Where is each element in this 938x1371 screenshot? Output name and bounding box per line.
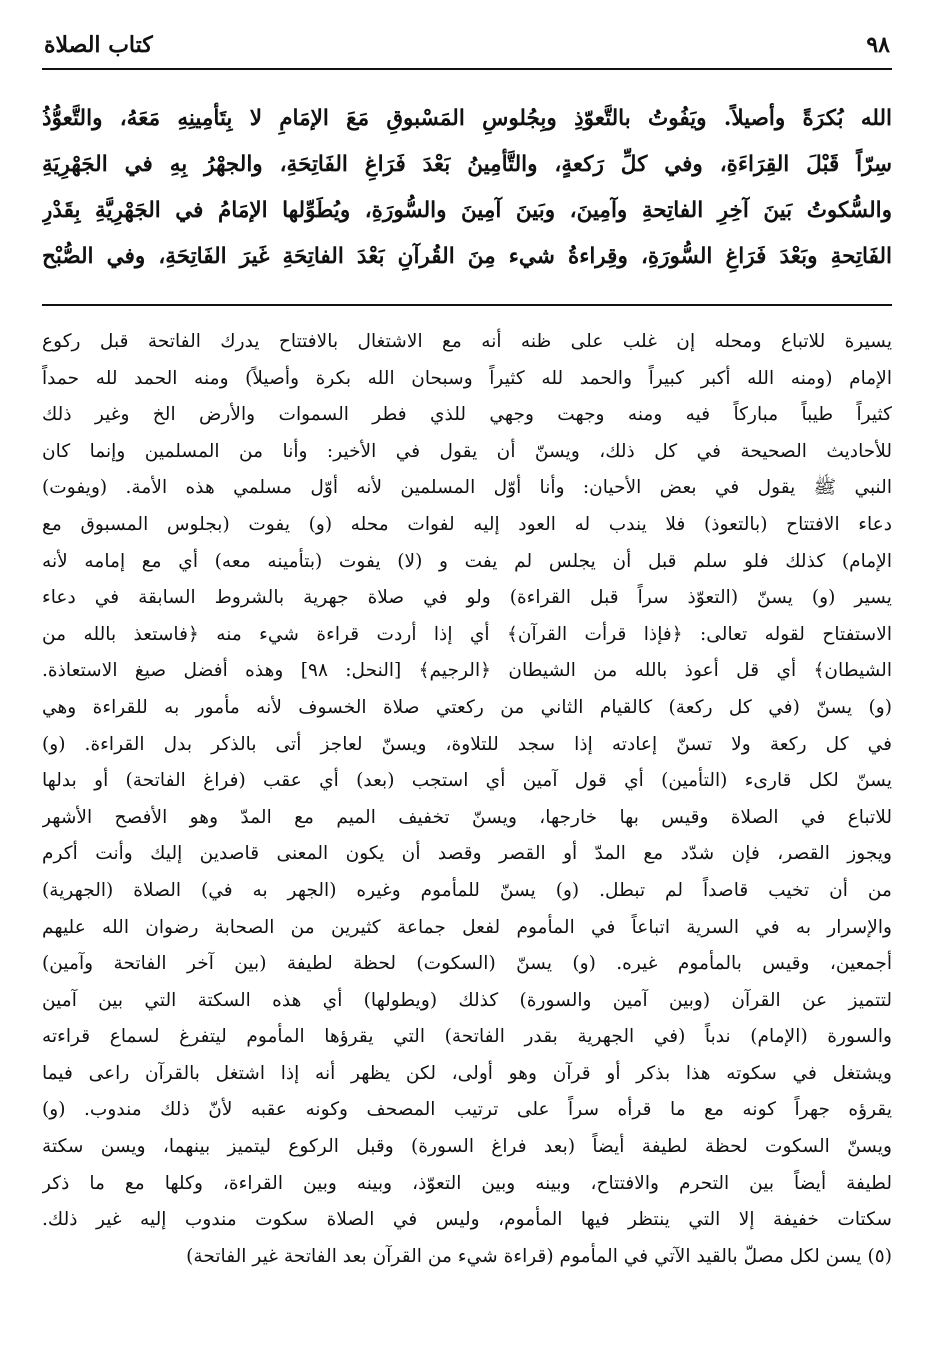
sharh-line: الإمام) كذلك فلو سلم قبل أن يجلس لم يفت و (لا) يفوت (بتأمينه معه) أي مع إمامه لأنه bbox=[42, 550, 892, 572]
sharh-line: ويجوز القصر، فإن شدّد مع المدّ أو القصر وقصد أن يكون المعنى قاصدين إليك وأنت أكرم bbox=[42, 843, 892, 865]
sharh-line: ويشتغل في سكوته هذا بذكر أو قرآن وهو أولى، لكن يظهر أنه إذا اشتغل بالقرآن راعى فيما bbox=[42, 1062, 892, 1084]
matn-line: الله بُكرَةً وأصيلاً. ويَفُوتُ بالتَّعوّذِ وبِجُلوسِ المَسْبوقِ مَعَ الإمَامِ لا بِتَأمِينِهِ مَعَهُ، والتَّعوُّذُ bbox=[42, 106, 892, 131]
sharh-line: لتتميز عن القرآن (وبين آمين والسورة) كذلك (ويطولها) أي هذه السكتة التي بين آمين bbox=[42, 989, 892, 1011]
sharh-line: والإسرار به في السرية اتباعاً في المأموم لفعل جماعة كثيرين من الصحابة رضوان الله عليهم bbox=[42, 916, 892, 938]
sharh-line: أجمعين، وقيس بالمأموم غيره. (و) يسنّ (السكوت) لحظة لطيفة (بين آخر الفاتحة وآمين) bbox=[42, 953, 892, 975]
sharh-line: الاستفتاح لقوله تعالى: ﴿فإذا قرأت القرآن﴾ أي إذا أردت قراءة شيء منه ﴿فاستعذ بالله من bbox=[42, 623, 892, 645]
sharh-line: لطيفة أيضاً بين التحرم والافتتاح، وبينه وبين التعوّذ، وبينه وبين القراءة، وكلها مع ما ذكر bbox=[42, 1172, 892, 1194]
section-divider bbox=[42, 304, 892, 306]
sharh-line: للأحاديث الصحيحة في كل ذلك، ويسنّ أن يقول في الأخير: وأنا من المسلمين وإنما كان bbox=[42, 440, 892, 462]
book-title: كتاب الصلاة bbox=[44, 32, 153, 58]
sharh-line: كثيراً طيباً مباركاً فيه ومنه وجهت وجهي للذي فطر السموات والأرض الخ وغير ذلك bbox=[42, 404, 892, 426]
sharh-line: الشيطان﴾ أي قل أعوذ بالله من الشيطان ﴿الرجيم﴾ [النحل: ٩٨] وهذه أفضل صيغ الاستعاذة. bbox=[42, 660, 892, 682]
sharh-line: (٥) يسن لكل مصلّ بالقيد الآتي في المأموم (قراءة شيء من القرآن بعد الفاتحة غير الفاتحة) bbox=[186, 1245, 892, 1267]
page bbox=[42, 22, 892, 1275]
sharh-line: من أن تخيب قاصداً لم تبطل. (و) يسنّ للمأموم وغيره (الجهر به في) الصلاة (الجهرية) bbox=[42, 879, 892, 901]
matn-text bbox=[42, 70, 892, 280]
sharh-line: يسنّ لكل قارىء (التأمين) أي قول آمين أي استجب (بعد) أي عقب (فراغ الفاتحة) أو بدلها bbox=[42, 770, 892, 792]
matn-line: الفَاتِحةِ وبَعْدَ فَرَاغِ السُّورَةِ، وقِراءةُ شيء مِنَ القُرآنِ بَعْدَ الفاتِحَةِ غَيرَ الفَاتِحَةِ، وفي الصُّبْح bbox=[42, 244, 892, 269]
sharh-line: سكتات خفيفة إلا التي ينتظر فيها المأموم، وليس في الصلاة سكوت مندوب إليه غير ذلك. bbox=[42, 1209, 892, 1231]
sharh-line: ويسنّ السكوت لحظة لطيفة أيضاً (بعد فراغ السورة) وقبل الركوع ليتميز بينهما، ويسن سكتة bbox=[42, 1136, 892, 1158]
sharh-line: يسير (و) يسنّ (التعوّذ سراً قبل القراءة) ولو في صلاة جهرية بالشروط السابقة في دعاء bbox=[42, 587, 892, 609]
page-number: ٩٨ bbox=[866, 32, 890, 58]
sharh-line: يقرؤه جهراً كونه مع ما قرأه سراً على ترتيب المصحف وكونه عقبه لأنّ ذلك مندوب. (و) bbox=[42, 1099, 892, 1121]
sharh-line: (و) يسنّ (في كل ركعة) كالقيام الثاني من ركعتي صلاة الخسوف لأنه مأمور به للقراءة وهي bbox=[42, 696, 892, 718]
page-header bbox=[42, 22, 892, 70]
sharh-line: النبي ﷺ يقول في بعض الأحيان: وأنا أوّل المسلمين لأنه أوّل مسلمي هذه الأمة. (ويفوت) bbox=[42, 477, 892, 499]
sharh-line: في كل ركعة ولا تسنّ إعادته إذا سجد للتلاوة، ويسنّ لعاجز أتى بالذكر بدل القراءة. (و) bbox=[42, 733, 892, 755]
sharh-line: يسيرة للاتباع ومحله إن غلب على ظنه أنه مع الاشتغال بالافتتاح يدرك الفاتحة قبل ركوع bbox=[42, 331, 892, 352]
sharh-line: للاتباع في الصلاة وقيس بها خارجها، ويسنّ تخفيف الميم مع المدّ وهو الأفصح الأشهر bbox=[42, 806, 892, 828]
matn-line: والسُّكوتُ بَينَ آخِرِ الفاتِحةِ وآمِينَ، وبَينَ آمِينَ والسُّورَةِ، ويُطَوِّلها الإمَامُ في الجَهْرِيَّةِ بِقَدْرِ bbox=[42, 198, 892, 223]
sharh-commentary bbox=[42, 314, 892, 1275]
sharh-line: والسورة (الإمام) ندباً (في الجهرية بقدر الفاتحة) التي يقرؤها المأموم ليتفرغ لسماع قراءته bbox=[42, 1026, 892, 1048]
sharh-line: الإمام (ومنه الله أكبر كبيراً والحمد لله كثيراً وسبحان الله بكرة وأصيلاً) ومنه الحمد لله حمداً bbox=[42, 367, 892, 389]
sharh-line: دعاء الافتتاح (بالتعوذ) فلا يندب له العود إليه لفوات محله (و) يفوت (بجلوس المسبوق مع bbox=[42, 513, 892, 535]
matn-line: سِرّاً قَبْلَ القِرَاءَةِ، وفي كلِّ رَكعةٍ، والتَّأمِينُ بَعْدَ فَرَاغِ الفَاتِحَةِ، والجهْرُ بِهِ في الجَهْرِيَةِ bbox=[42, 152, 892, 177]
